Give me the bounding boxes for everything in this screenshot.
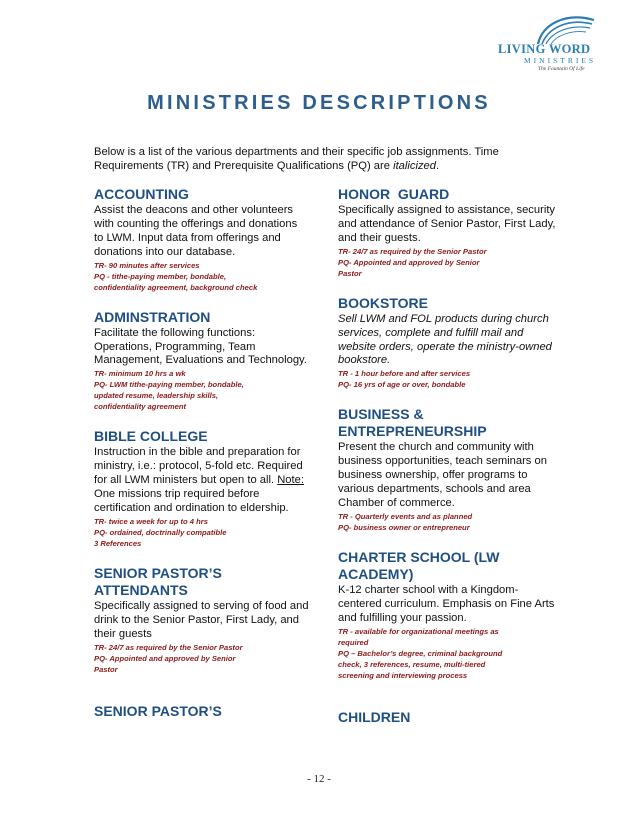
section-description: Sell LWM and FOL products during church services, complete and fulfill mail and website orders, operate the ministry-owned bookstore. bbox=[338, 312, 552, 367]
section-heading: BOOKSTORE bbox=[338, 294, 428, 311]
time-requirement: TR- minimum 10 hrs a wk bbox=[94, 369, 186, 379]
logo-tagline: The Fountain Of Life bbox=[538, 66, 585, 72]
section-senior-pastors-attendants bbox=[94, 565, 309, 675]
note-label: Note: bbox=[277, 474, 304, 487]
section-heading: ACCOUNTING bbox=[94, 186, 189, 202]
intro-emphasis: italicized bbox=[393, 160, 436, 172]
time-requirement: TR - Quarterly events and as planned bbox=[338, 511, 473, 521]
time-requirement: TR - 1 hour before and after services bbox=[338, 369, 471, 379]
prerequisite-qualification: PQ- ordained, doctrinally compatible bbox=[94, 527, 227, 537]
time-requirement: TR- 24/7 as required by the Senior Pastor bbox=[94, 642, 243, 652]
prerequisite-qualification: PQ- Appointed and approved by Senior bbox=[338, 257, 480, 267]
section-accounting bbox=[94, 186, 309, 293]
page-title: MINISTRIES DESCRIPTIONS bbox=[147, 92, 491, 114]
intro-end: . bbox=[435, 160, 440, 172]
section-heading: ADMINSTRATION bbox=[94, 308, 211, 325]
section-description: Specifically assigned to serving of food and drink to the Senior Pastor, First Lady, and their guests bbox=[94, 599, 309, 640]
section-heading: CHARTER SCHOOL (LW ACADEMY) bbox=[338, 548, 500, 582]
prerequisite-qualification-cont: confidentiality agreement, background check bbox=[94, 282, 258, 292]
section-children bbox=[338, 709, 556, 726]
intro-paragraph bbox=[94, 145, 554, 173]
section-heading: HONOR GUARD bbox=[338, 186, 450, 202]
logo-main-text: LIVING WORD bbox=[498, 42, 591, 56]
time-requirement-cont: required bbox=[338, 637, 369, 647]
time-requirement: TR - available for organizational meetings as bbox=[338, 626, 499, 636]
prerequisite-qualification: PQ – Bachelor’s degree, criminal background bbox=[338, 648, 503, 658]
prerequisite-qualification: PQ- business owner or entrepreneur bbox=[338, 522, 470, 532]
prerequisite-qualification: PQ- LWM tithe-paying member, bondable, bbox=[94, 380, 244, 390]
prerequisite-qualification-cont: Pastor bbox=[94, 664, 118, 674]
time-requirement: TR- 90 minutes after services bbox=[94, 260, 200, 270]
section-senior-pastors-continued bbox=[94, 703, 309, 720]
description-text-cont: One missions trip required before certification and ordination to eldership. bbox=[94, 488, 289, 514]
prerequisite-qualification-cont: 3 References bbox=[94, 538, 142, 548]
section-business-entrepreneurship bbox=[338, 406, 556, 533]
time-requirement: TR- 24/7 as required by the Senior Pastor bbox=[338, 246, 487, 256]
prerequisite-qualification-cont: updated resume, leadership skills, bbox=[94, 391, 219, 401]
section-description: K-12 charter school with a Kingdom-centered curriculum. Emphasis on Fine Arts and fulfilling your passion. bbox=[338, 583, 555, 624]
page-number: - 12 - bbox=[307, 773, 331, 785]
section-description: Specifically assigned to assistance, security and attendance of Senior Pastor, First Lady, and their guests. bbox=[338, 204, 556, 244]
section-heading: BUSINESS & ENTREPRENEURSHIP bbox=[338, 406, 487, 440]
prerequisite-qualification-cont: screening and interviewing process bbox=[338, 670, 468, 680]
prerequisite-qualification: PQ- Appointed and approved by Senior bbox=[94, 653, 236, 663]
section-heading: BIBLE COLLEGE bbox=[94, 428, 208, 445]
section-description: Assist the deacons and other volunteers with counting the offerings and donations to LWM. Input data from offerings and donations into our database. bbox=[94, 204, 298, 258]
description-text: Instruction in the bible and preparation for ministry, i.e.: protocol, 5-fold etc. Required for all LWM ministers but open to all. bbox=[94, 446, 303, 487]
section-heading: SENIOR PASTOR’S bbox=[94, 702, 222, 719]
prerequisite-qualification-cont: confidentiality agreement bbox=[94, 402, 186, 412]
section-charter-school bbox=[338, 549, 556, 681]
section-heading: CHILDREN bbox=[338, 708, 411, 725]
ministry-logo bbox=[496, 8, 620, 74]
section-administration bbox=[94, 309, 309, 413]
left-column bbox=[94, 186, 309, 721]
section-description bbox=[94, 446, 309, 516]
prerequisite-qualification: PQ- 16 yrs of age or over, bondable bbox=[338, 380, 466, 390]
section-honor-guard bbox=[338, 186, 556, 279]
time-requirement: TR- twice a week for up to 4 hrs bbox=[94, 516, 208, 526]
section-heading: SENIOR PASTOR’S ATTENDANTS bbox=[94, 564, 222, 598]
right-column bbox=[338, 186, 556, 727]
logo-sub-text: MINISTRIES bbox=[524, 56, 597, 65]
prerequisite-qualification-cont: Pastor bbox=[338, 268, 362, 278]
section-description: Present the church and community with business opportunities, teach seminars on business ownership, offer programs to various departments, schools and area Chamber of commerce. bbox=[338, 441, 547, 509]
section-description: Facilitate the following functions: Operations, Programming, Team Management, Evaluations and Technology. bbox=[94, 326, 307, 367]
section-bible-college bbox=[94, 428, 309, 549]
prerequisite-qualification: PQ - tithe-paying member, bondable, bbox=[94, 271, 227, 281]
intro-text: Below is a list of the various departments and their specific job assignments. Time Requirements (TR) and Prerequisite Qualifications (PQ) are bbox=[94, 146, 499, 172]
prerequisite-qualification-cont: check, 3 references, resume, multi-tiered bbox=[338, 659, 486, 669]
section-bookstore bbox=[338, 295, 556, 391]
